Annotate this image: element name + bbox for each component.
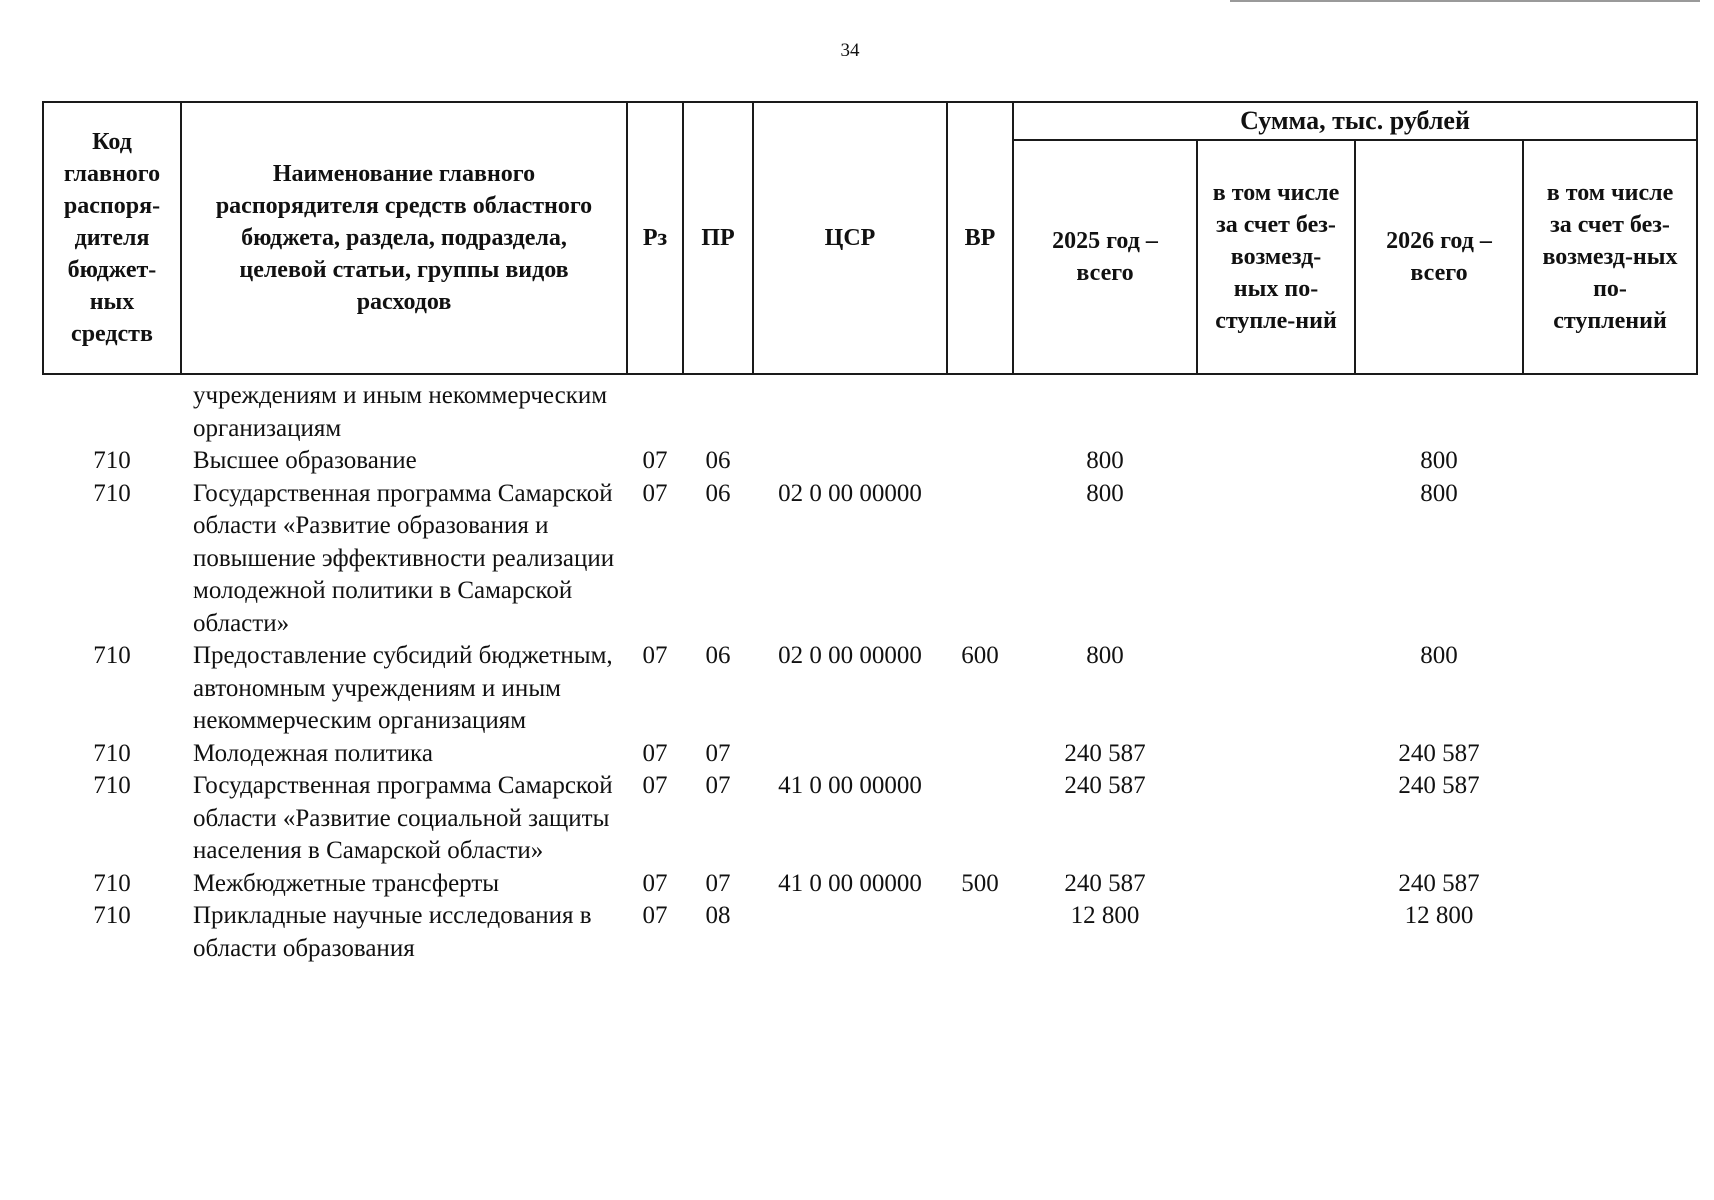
cell-pr: 06 [705,479,731,507]
cell-pr: 07 [705,869,731,897]
cell-2025-total: 800 [1086,642,1124,669]
cell-vr [947,738,1013,771]
cell-pr: 08 [705,902,731,929]
cell-csr: 41 0 00 00000 [778,772,922,799]
cell-2025-free [1197,770,1355,868]
cell-2026-free [1523,374,1697,445]
header-csr: ЦСР [753,102,947,374]
cell-pr: 07 [705,739,731,767]
cell-2026-total: 800 [1420,447,1458,474]
cell-csr [753,374,947,445]
cell-pr: 06 [705,642,731,669]
cell-name: Государственная программа Самарской области «Развитие образования и повышение эффективности реализации молодежной политики в Самарской области» [193,479,615,637]
cell-2026-total: 800 [1420,479,1458,507]
cell-code: 710 [93,869,131,897]
table-body [43,374,1697,965]
cell-2026-free [1523,738,1697,771]
cell-2025-free [1197,445,1355,478]
cell-2025-total: 800 [1086,447,1124,474]
cell-2026-free [1523,900,1697,965]
cell-rz: 07 [642,447,668,474]
cell-vr [947,478,1013,641]
page-number: 34 [840,40,860,61]
cell-2025-total: 240 587 [1064,739,1146,767]
cell-2025-total [1013,374,1197,445]
cell-csr [753,445,947,478]
table-row [43,900,1697,965]
cell-name: Государственная программа Самарской области «Развитие социальной защиты населения в Самарской области» [193,772,613,864]
cell-name: учреждениям и иным некоммерческим организациям [193,382,608,442]
cell-2026-total: 240 587 [1398,772,1480,799]
cell-vr [947,900,1013,965]
cell-code: 710 [93,642,131,669]
table-row [43,868,1697,901]
cell-2026-free [1523,640,1697,738]
cell-2025-total: 12 800 [1070,902,1140,929]
cell-vr [947,445,1013,478]
cell-name: Прикладные научные исследования в области образования [193,902,592,962]
cell-2025-total: 240 587 [1064,772,1146,799]
cell-csr [753,900,947,965]
cell-rz: 07 [642,479,668,507]
cell-2026-total [1355,374,1523,445]
header-name: Наименование главного распорядителя средств областного бюджета, раздела, подраздела, целевой статьи, группы видов расходов [181,102,627,374]
cell-2025-free [1197,478,1355,641]
cell-rz: 07 [642,772,668,799]
cell-csr: 02 0 00 00000 [778,479,922,507]
cell-rz: 07 [642,642,668,669]
header-2026-total: 2026 год – всего [1355,140,1523,374]
header-pr: ПР [683,102,753,374]
header-sum-group: Сумма, тыс. рублей [1013,102,1697,140]
cell-2026-free [1523,478,1697,641]
header-2026-free: в том числе за счет без-возмезд-ных по-ступлений [1523,140,1697,374]
header-code: Код главного распоря-дителя бюджет-ных средств [43,102,181,374]
cell-2025-free [1197,374,1355,445]
cell-code: 710 [93,739,131,767]
cell-code: 710 [93,772,131,799]
cell-rz: 07 [642,869,668,897]
cell-2025-total: 800 [1086,479,1124,507]
scan-edge-line [1230,0,1700,2]
table-row [43,640,1697,738]
cell-code: 710 [93,902,131,929]
cell-vr: 500 [961,869,999,897]
table-row [43,445,1697,478]
cell-code [43,374,181,445]
header-rz: Рз [627,102,683,374]
table-header [43,102,1697,374]
table-row [43,374,1697,445]
header-vr: ВР [947,102,1013,374]
cell-2026-free [1523,868,1697,901]
cell-2026-free [1523,445,1697,478]
cell-name: Молодежная политика [193,739,433,767]
cell-2026-total: 240 587 [1398,739,1480,767]
cell-pr: 06 [705,447,731,474]
cell-csr [753,738,947,771]
cell-csr: 41 0 00 00000 [778,869,922,897]
cell-vr [947,770,1013,868]
cell-2025-total: 240 587 [1064,869,1146,897]
cell-pr: 07 [705,772,731,799]
cell-rz [627,374,683,445]
cell-code: 710 [93,479,131,507]
cell-rz: 07 [642,902,668,929]
header-2025-total: 2025 год – всего [1013,140,1197,374]
header-2025-free: в том числе за счет без-возмезд-ных по-ступле-ний [1197,140,1355,374]
cell-2025-free [1197,640,1355,738]
cell-vr: 600 [961,642,999,669]
cell-code: 710 [93,447,131,474]
cell-2026-total: 240 587 [1398,869,1480,897]
cell-2025-free [1197,868,1355,901]
cell-pr [683,374,753,445]
cell-vr [947,374,1013,445]
cell-2026-total: 800 [1420,642,1458,669]
table-row [43,478,1697,641]
cell-name: Высшее образование [193,447,417,474]
cell-2025-free [1197,738,1355,771]
cell-2026-total: 12 800 [1404,902,1474,929]
cell-rz: 07 [642,739,668,767]
budget-table [42,101,1698,965]
cell-name: Межбюджетные трансферты [193,869,500,897]
cell-2026-free [1523,770,1697,868]
table-row [43,770,1697,868]
cell-csr: 02 0 00 00000 [778,642,922,669]
cell-2025-free [1197,900,1355,965]
table-row [43,738,1697,771]
cell-name: Предоставление субсидий бюджетным, автономным учреждениям и иным некоммерческим организациям [193,642,613,734]
